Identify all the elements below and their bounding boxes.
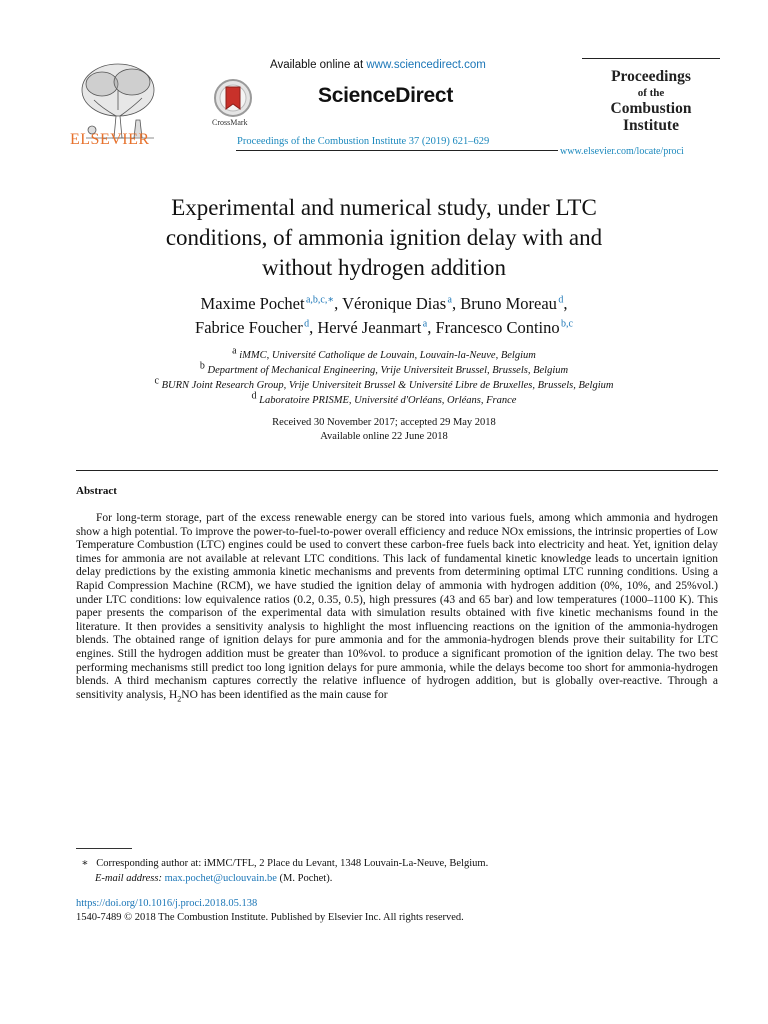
title-line: Experimental and numerical study, under LTC — [171, 195, 597, 220]
affiliation-item: $^d$ Laboratoire PRISME, Université d'Orléans, Orléans, France — [251, 390, 517, 406]
crossmark-label: CrossMark — [212, 118, 248, 127]
abstract-divider — [76, 470, 718, 471]
author-affiliation-marker[interactable]: d — [304, 318, 310, 330]
subscript: 2 — [177, 694, 182, 704]
header-divider — [236, 150, 558, 151]
author-name[interactable]: Maxime Pochet — [200, 294, 305, 313]
author-affiliation-marker[interactable]: a — [447, 294, 452, 306]
author-affiliation-marker[interactable]: a,b,c,∗ — [305, 294, 335, 306]
title-line: without hydrogen addition — [261, 255, 507, 280]
journal-title-line: Proceedings — [611, 68, 691, 85]
journal-title-box — [582, 58, 720, 143]
author-line: Maxime Pochet $^{a,b,c,∗}$, Véronique Dias $^a$, Bruno Moreau $^d$, — [200, 294, 568, 313]
available-prefix: Available online at — [270, 59, 367, 71]
available-online — [270, 59, 486, 71]
copyright-notice: 1540-7489 © 2018 The Combustion Institute. Published by Elsevier Inc. All rights reserved. — [76, 912, 464, 923]
received-date: Received 30 November 2017; accepted 29 May 2018 — [272, 417, 496, 428]
author-affiliation-marker[interactable]: b,c — [561, 318, 573, 330]
author-list — [60, 292, 708, 340]
footnote — [76, 856, 718, 886]
elsevier-wordmark: ELSEVIER — [70, 131, 150, 148]
affiliation-item: $^a$ iMMC, Université Catholique de Louvain, Louvain-la-Neuve, Belgium — [232, 345, 536, 361]
author-affiliation-marker[interactable]: a — [422, 318, 428, 330]
crossmark-icon[interactable] — [213, 78, 253, 122]
affiliation-item: $^c$ BURN Joint Research Group, Vrije Universiteit Brussel & Université Libre de Bruxelles, Brussels, Belgium — [154, 375, 614, 391]
journal-title-line: of the — [637, 87, 665, 99]
footnote-divider — [76, 848, 132, 849]
title-line: conditions, of ammonia ignition delay with and — [165, 225, 603, 250]
author-name[interactable]: Francesco Contino — [435, 318, 560, 337]
journal-homepage-link[interactable]: www.elsevier.com/locate/proci — [560, 146, 684, 157]
email-line: E-mail address: max.pochet@uclouvain.be (M. Pochet). — [95, 873, 333, 884]
author-affiliation-marker[interactable]: d — [558, 294, 564, 306]
abstract-body — [76, 512, 718, 706]
abstract-paragraph: For long-term storage, part of the excess renewable energy can be stored into various fuels, among which ammonia and hydrogen show a high potential. To improve the power-to-fuel-to-power overall efficiency and reduce NOx emissions, the intrinsic properties of Low Temperature Combustion (LTC) engines could be used to convert these carbon-free fuels back into electricity and heat. Yet, ignition delay times for ammonia are not available at relevant LTC conditions. This lack of fundamental kinetic knowledge leads to uncertain ignition delay predictions by the existing ammonia kinetic mechanisms and prevents from determining optimal LTC running conditions. Using a Rapid Compression Machine (RCM), we have studied the ignition delay of ammonia with hydrogen addition (0%, 10%, and 25%vol.) under LTC conditions: low equivalence ratios (0.2, 0.35, 0.5), high pressures (43 and 65 bar) and low temperatures (1000–1100 K). This paper presents the comparison of the experimental data with simulation results obtained with five kinetic mechanisms found in the literature. It then provides a sensitivity analysis to highlight the most influencing reactions on the ignition of the ammonia-hydrogen blends. The obtained range of ignition delays for pure ammonia and for the ammonia-hydrogen blends prove their suitability for LTC engines. Still the hydrogen addition must be greater than 10%vol. to produce a significant promotion of the ignition delay. The two best performing mechanisms still predict too long ignition delays for pure ammonia, while the delays become too short for ammonia-hydrogen blends. A third mechanism captures correctly the relative influence of hydrogen addition, but is globally over-reactive. Through a sensitivity analysis, $H_2NO$ has been identified as the main cause for — [76, 512, 718, 704]
paper-title — [60, 193, 708, 283]
article-history — [60, 416, 708, 444]
journal-reference-link[interactable]: Proceedings of the Combustion Institute 37 (2019) 621–629 — [237, 136, 490, 147]
sciencedirect-logo: ScienceDirect — [318, 84, 454, 107]
author-name[interactable]: Bruno Moreau — [460, 294, 557, 313]
email-link[interactable]: max.pochet@uclouvain.be — [164, 873, 277, 884]
affiliation-list — [60, 345, 708, 408]
corresponding-author-note: ∗ Corresponding author at: iMMC/TFL, 2 Place du Levant, 1348 Louvain-La-Neuve, Belgium. — [81, 858, 489, 869]
affiliation-item: $^b$ Department of Mechanical Engineering, Vrije Universiteit Brussel, Brussels, Belgium — [199, 360, 569, 376]
sciencedirect-link[interactable]: www.sciencedirect.com — [366, 59, 486, 71]
author-name[interactable]: Fabrice Foucher — [195, 318, 303, 337]
author-line: Fabrice Foucher $^d$, Hervé Jeanmart $^a$, Francesco Contino $^{b,c}$ — [195, 318, 573, 337]
doi-link[interactable]: https://doi.org/10.1016/j.proci.2018.05.138 — [76, 898, 258, 909]
author-name[interactable]: Hervé Jeanmart — [317, 318, 422, 337]
author-name[interactable]: Véronique Dias — [342, 294, 447, 313]
journal-title-line: Combustion — [610, 100, 692, 117]
journal-title-line: Institute — [623, 117, 679, 134]
online-date: Available online 22 June 2018 — [320, 431, 448, 442]
abstract-heading: Abstract — [76, 485, 117, 497]
